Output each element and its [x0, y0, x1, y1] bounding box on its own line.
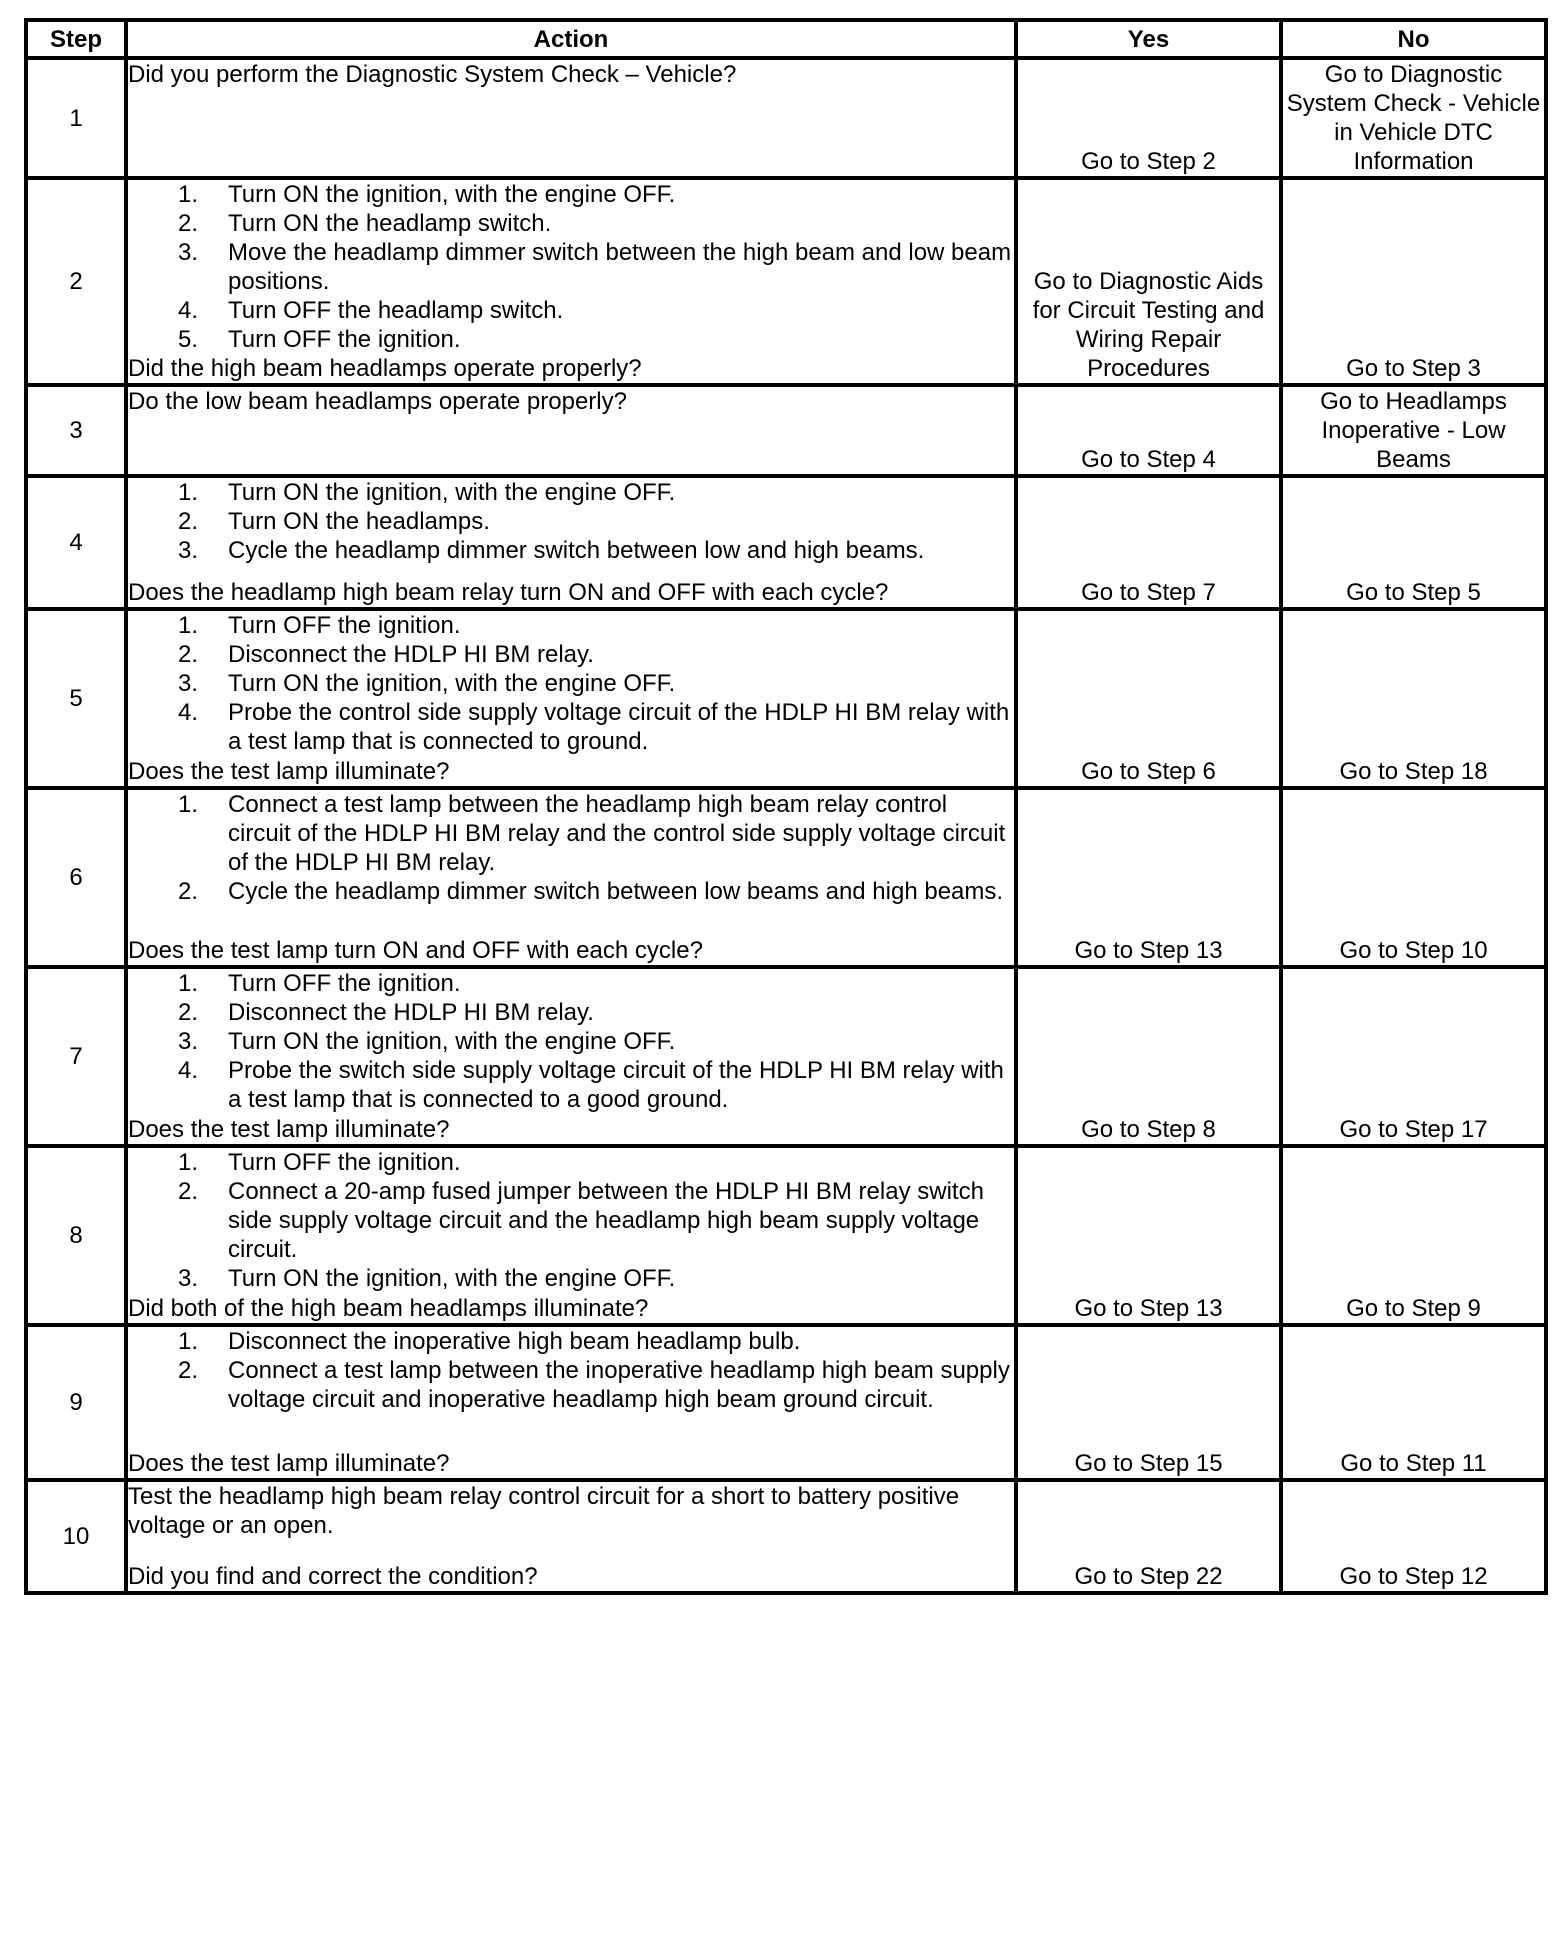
yes-result: Go to Step 13 [1016, 788, 1281, 967]
action-content [128, 790, 1014, 965]
action-cell [126, 967, 1016, 1146]
substep-item [128, 296, 1014, 325]
action-cell [126, 476, 1016, 609]
header-yes: Yes [1016, 20, 1281, 58]
substep-number: 3. [178, 670, 199, 697]
no-result: Go to Step 3 [1281, 178, 1546, 385]
yes-result: Go to Step 6 [1016, 609, 1281, 788]
substep-text: Disconnect the HDLP HI BM relay. [228, 999, 594, 1026]
substep-number: 2. [178, 1178, 199, 1205]
action-content [128, 387, 1014, 474]
action-question: Does the test lamp illuminate? [128, 1116, 450, 1143]
header-step: Step [26, 20, 126, 58]
action-instructions [128, 60, 1014, 89]
substep-list [128, 969, 1014, 1114]
table-header-row [26, 20, 1546, 58]
substep-text: Turn OFF the ignition. [228, 612, 461, 639]
action-instructions [128, 478, 1014, 565]
table-row [26, 609, 1546, 788]
table-row [26, 967, 1546, 1146]
action-cell [126, 788, 1016, 967]
substep-item [128, 998, 1014, 1027]
substep-item [128, 1056, 1014, 1114]
substep-text: Disconnect the inoperative high beam headlamp bulb. [228, 1328, 801, 1355]
substep-text: Turn ON the headlamps. [228, 508, 490, 535]
no-result: Go to Step 10 [1281, 788, 1546, 967]
substep-text: Turn OFF the ignition. [228, 1149, 461, 1176]
action-cell [126, 1480, 1016, 1593]
table-row [26, 58, 1546, 178]
substep-number: 1. [178, 791, 199, 818]
table-row [26, 1325, 1546, 1480]
action-content [128, 611, 1014, 786]
substep-number: 4. [178, 1057, 199, 1084]
action-question: Does the headlamp high beam relay turn ON and OFF with each cycle? [128, 579, 889, 606]
action-cell [126, 58, 1016, 178]
action-cell [126, 178, 1016, 385]
action-content [128, 969, 1014, 1144]
substep-number: 2. [178, 210, 199, 237]
diagnostic-table [24, 18, 1548, 1595]
substep-text: Turn ON the ignition, with the engine OFF. [228, 181, 676, 208]
action-cell [126, 1146, 1016, 1325]
table-body [26, 58, 1546, 1593]
substep-number: 3. [178, 537, 199, 564]
substep-item [128, 1327, 1014, 1356]
action-cell [126, 1325, 1016, 1480]
step-number: 10 [26, 1480, 126, 1593]
substep-number: 2. [178, 1357, 199, 1384]
substep-text: Connect a test lamp between the headlamp high beam relay control circuit of the HDLP HI BM relay and the control side supply voltage circuit of the HDLP HI BM relay. [228, 791, 1006, 876]
substep-number: 1. [178, 612, 199, 639]
substep-item [128, 969, 1014, 998]
substep-item [128, 1148, 1014, 1177]
table-row [26, 385, 1546, 476]
substep-list [128, 790, 1014, 906]
substep-item [128, 877, 1014, 906]
action-instructions [128, 180, 1014, 354]
substep-text: Cycle the headlamp dimmer switch between low beams and high beams. [228, 878, 1004, 905]
no-result: Go to Step 5 [1281, 476, 1546, 609]
substep-number: 4. [178, 699, 199, 726]
substep-text: Connect a 20-amp fused jumper between the HDLP HI BM relay switch side supply voltage circuit and the headlamp high beam supply voltage circuit. [228, 1178, 984, 1263]
substep-item [128, 507, 1014, 536]
action-question: Did you find and correct the condition? [128, 1563, 538, 1590]
substep-item [128, 611, 1014, 640]
substep-number: 5. [178, 326, 199, 353]
step-number: 8 [26, 1146, 126, 1325]
substep-number: 2. [178, 641, 199, 668]
substep-item [128, 669, 1014, 698]
substep-number: 1. [178, 181, 199, 208]
yes-result: Go to Step 13 [1016, 1146, 1281, 1325]
step-number: 4 [26, 476, 126, 609]
yes-result: Go to Step 2 [1016, 58, 1281, 178]
substep-number: 3. [178, 1265, 199, 1292]
yes-result: Go to Diagnostic Aids for Circuit Testing and Wiring Repair Procedures [1016, 178, 1281, 385]
substep-text: Turn ON the ignition, with the engine OFF. [228, 479, 676, 506]
substep-number: 4. [178, 297, 199, 324]
no-result: Go to Headlamps Inoperative - Low Beams [1281, 385, 1546, 476]
substep-item [128, 640, 1014, 669]
action-content [128, 60, 1014, 176]
substep-list [128, 180, 1014, 354]
action-content [128, 180, 1014, 383]
action-instructions [128, 611, 1014, 756]
substep-item [128, 209, 1014, 238]
substep-text: Turn OFF the ignition. [228, 970, 461, 997]
substep-text: Probe the switch side supply voltage circuit of the HDLP HI BM relay with a test lamp that is connected to a good ground. [228, 1057, 1004, 1113]
substep-text: Move the headlamp dimmer switch between the high beam and low beam positions. [228, 239, 1012, 295]
substep-number: 3. [178, 239, 199, 266]
action-question: Does the test lamp illuminate? [128, 758, 450, 785]
action-instructions [128, 387, 1014, 416]
substep-item [128, 238, 1014, 296]
action-instructions [128, 1327, 1014, 1414]
substep-text: Cycle the headlamp dimmer switch between low and high beams. [228, 537, 925, 564]
action-text: Did you perform the Diagnostic System Check – Vehicle? [128, 61, 737, 88]
no-result: Go to Step 17 [1281, 967, 1546, 1146]
action-cell [126, 609, 1016, 788]
step-number: 7 [26, 967, 126, 1146]
yes-result: Go to Step 15 [1016, 1325, 1281, 1480]
substep-number: 1. [178, 970, 199, 997]
substep-list [128, 1327, 1014, 1414]
substep-number: 1. [178, 479, 199, 506]
substep-text: Turn OFF the headlamp switch. [228, 297, 564, 324]
substep-item [128, 790, 1014, 877]
header-action: Action [126, 20, 1016, 58]
substep-text: Turn OFF the ignition. [228, 326, 461, 353]
step-number: 2 [26, 178, 126, 385]
substep-list [128, 1148, 1014, 1293]
substep-text: Probe the control side supply voltage circuit of the HDLP HI BM relay with a test lamp that is connected to ground. [228, 699, 1010, 755]
yes-result: Go to Step 4 [1016, 385, 1281, 476]
substep-text: Turn ON the ignition, with the engine OFF. [228, 1028, 676, 1055]
substep-number: 2. [178, 999, 199, 1026]
substep-text: Turn ON the ignition, with the engine OFF. [228, 670, 676, 697]
yes-result: Go to Step 7 [1016, 476, 1281, 609]
action-content [128, 1148, 1014, 1323]
substep-text: Disconnect the HDLP HI BM relay. [228, 641, 594, 668]
action-question: Does the test lamp turn ON and OFF with each cycle? [128, 937, 703, 964]
substep-text: Turn ON the headlamp switch. [228, 210, 552, 237]
substep-item [128, 325, 1014, 354]
action-instructions [128, 1482, 1014, 1540]
substep-number: 1. [178, 1328, 199, 1355]
no-result: Go to Step 18 [1281, 609, 1546, 788]
no-result: Go to Step 9 [1281, 1146, 1546, 1325]
action-instructions [128, 1148, 1014, 1293]
yes-result: Go to Step 8 [1016, 967, 1281, 1146]
diagnostic-page [24, 18, 1544, 1595]
action-content [128, 478, 1014, 607]
substep-item [128, 698, 1014, 756]
table-row [26, 1480, 1546, 1593]
step-number: 5 [26, 609, 126, 788]
table-row [26, 476, 1546, 609]
yes-result: Go to Step 22 [1016, 1480, 1281, 1593]
table-row [26, 178, 1546, 385]
substep-text: Connect a test lamp between the inoperative headlamp high beam supply voltage circuit and inoperative headlamp high beam ground circuit. [228, 1357, 1010, 1413]
action-content [128, 1482, 1014, 1591]
substep-text: Turn ON the ignition, with the engine OFF. [228, 1265, 676, 1292]
substep-item [128, 1356, 1014, 1414]
action-question: Did the high beam headlamps operate properly? [128, 355, 642, 382]
substep-item [128, 1177, 1014, 1264]
no-result: Go to Diagnostic System Check - Vehicle in Vehicle DTC Information [1281, 58, 1546, 178]
table-row [26, 788, 1546, 967]
action-instructions [128, 790, 1014, 906]
substep-item [128, 1264, 1014, 1293]
action-cell [126, 385, 1016, 476]
action-text: Do the low beam headlamps operate properly? [128, 388, 627, 415]
substep-list [128, 478, 1014, 565]
substep-item [128, 180, 1014, 209]
substep-number: 2. [178, 508, 199, 535]
no-result: Go to Step 12 [1281, 1480, 1546, 1593]
step-number: 1 [26, 58, 126, 178]
step-number: 6 [26, 788, 126, 967]
action-question: Does the test lamp illuminate? [128, 1450, 450, 1477]
header-no: No [1281, 20, 1546, 58]
substep-item [128, 478, 1014, 507]
substep-number: 1. [178, 1149, 199, 1176]
action-question: Did both of the high beam headlamps illuminate? [128, 1295, 649, 1322]
action-instructions [128, 969, 1014, 1114]
substep-number: 2. [178, 878, 199, 905]
substep-item [128, 536, 1014, 565]
step-number: 3 [26, 385, 126, 476]
action-text: Test the headlamp high beam relay control circuit for a short to battery positive voltage or an open. [128, 1483, 960, 1539]
substep-number: 3. [178, 1028, 199, 1055]
substep-item [128, 1027, 1014, 1056]
table-row [26, 1146, 1546, 1325]
substep-list [128, 611, 1014, 756]
no-result: Go to Step 11 [1281, 1325, 1546, 1480]
step-number: 9 [26, 1325, 126, 1480]
action-content [128, 1327, 1014, 1478]
